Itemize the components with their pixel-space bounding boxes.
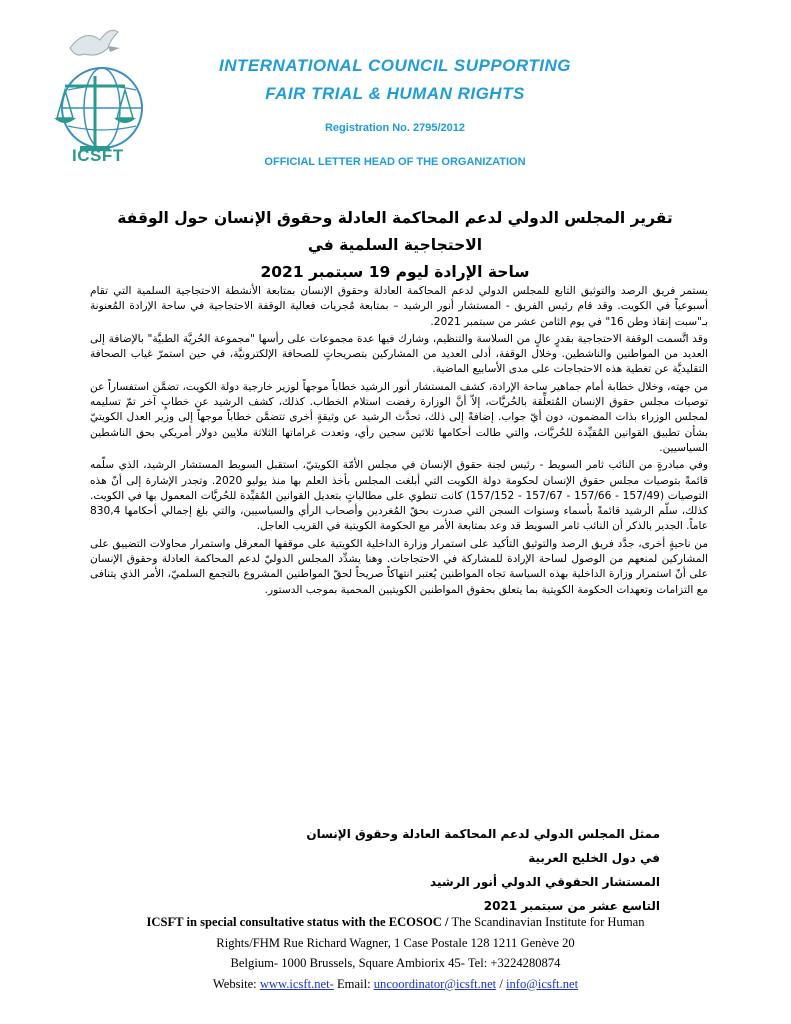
website-link[interactable]: www.icsft.net-	[259, 976, 334, 991]
email-separator: /	[496, 976, 506, 991]
organization-name-line1: INTERNATIONAL COUNCIL SUPPORTING	[219, 56, 571, 75]
report-body	[90, 284, 708, 600]
title-line1: تقرير المجلس الدولي لدعم المحاكمة العادلة وحقوق الإنسان حول الوقفة الاحتجاجية السلمية في	[117, 209, 673, 254]
paragraph: من ناحيةٍ أخرى، جدَّد فريق الرصد والتوثيق التأكيد على استمرار وزارة الداخلية الكويتية على موقفها المعرقل واستمرار محاولات التضييق على المشاركين لمنعهم من الوصول لساحة الإرادة للمشاركة في الاحتجاجات. وهنا يشدِّد المجلس الدوليّ لدعم المحاكمة العادلة وحقوق الإنسان على أنّ استمرار وزارة الداخلية بهذه السياسة تجاه المواطنين يُعتبر انتهاكاً صريحاً لحقّ المواطنين المشروع بالتجمع السلميّ، الأمر الذي يتنافى مع التزامات وتعهدات الحكومة الكويتية بما يتعلق بحقوق المواطنين الكويتيين المحمية بموجب الدستور.	[90, 537, 708, 596]
paragraph: وفي مبادرةٍ من النائب ثامر السويط - رئيس لجنة حقوق الإنسان في مجلس الأمّة الكويتيّ، استقبل السويط المستشار الرشيد، الذي سلّمه قائمةً بتوصيات مجلس حقوق الإنسان لحكومة دولة الكويت التي أبلغت المجلس بأخذ العلم بها منذ يوليو 2020. وتجدر الإشارة إلى أنّ هذه التوصيات (157/49 - 157/66 - 157/67 - 157/152) كانت تنطوي على مطالباتٍ بتعديل القوانين المُقيِّدة للحُريَّات المعمول بها في الكويت. كذلك، سلّم الرشيد قائمةً بأسماء وسنوات السجن التي صدرت بحقّ المُغردين وأصحاب الرأي والسياسيين، والتي بلغ إجمالي أحكامها 830,4 عاماً. الجدير بالذكر أن النائب ثامر السويط قد وعد بمتابعة الأمر مع الحكومة الكويتية في القريب العاجل.	[90, 459, 709, 533]
signature-name: المستشار الحقوقي الدولي أنور الرشيد	[430, 875, 660, 889]
paragraph: وقد اتَّسمت الوقفة الاحتجاجية بقدرٍ عالٍ من السلاسة والتنظيم، وشارك فيها عدة مجموعات على رأسها "مجموعة الحُريَّة الطبيَّة" بالإضافة إلى العديد من المواطنين والناشطين. وخلال الوقفة، أدلى العديد من المشاركين بتصريحاتٍ للصحافة الإلكترونيَّة، في حين استمرّ غياب الصحافة التقليديَّة عن تغطية هذه الاحتجاجات على مدى الأسابيع الماضية.	[90, 332, 708, 376]
footer-institute: The Scandinavian Institute for Human	[448, 915, 645, 929]
signature-role: ممثل المجلس الدولي لدعم المحاكمة العادلة وحقوق الإنسان في دول الخليج العربية	[306, 827, 660, 865]
organization-name-line2: FAIR TRIAL & HUMAN RIGHTS	[265, 84, 525, 103]
footer-contact	[60, 974, 731, 995]
footer-consultative-status: ICSFT in special consultative status with the ECOSOC /	[146, 915, 449, 929]
email-label: Email:	[333, 976, 374, 991]
email-link-coordinator[interactable]: uncoordinator@icsft.net	[373, 976, 497, 991]
footer-address-line1: Rights/FHM Rue Richard Wagner, 1 Case Postale 128 1211 Genève 20	[216, 935, 575, 950]
signature-block	[290, 822, 660, 918]
email-link-info[interactable]: info@icsft.net	[505, 976, 579, 991]
website-label: Website:	[212, 976, 260, 991]
footer-line1	[60, 912, 731, 933]
letterhead-label: OFFICIAL LETTER HEAD OF THE ORGANIZATION	[264, 156, 526, 168]
logo-text: ICSFT	[72, 146, 124, 165]
paragraph: يستمر فريق الرصد والتوثيق التابع للمجلس الدولي لدعم المحاكمة العادلة وحقوق الإنسان بمتابعة الأنشطة الاحتجاجية السلمية التي تقام أسبوعياً في الكويت. وقد قام رئيس الفريق - المستشار أنور الرشيد – بمتابعة مُجريات فعالية الوقفة الاحتجاجية في ساحة الإرادة المُعنونة بـ"سبت إنقاذ وطن 16" في يوم الثامن عشر من سبتمبر 2021.	[90, 285, 708, 328]
footer	[60, 912, 731, 994]
paragraph: من جهته، وخلال خطابة أمام جماهير ساحة الإرادة، كشف المستشار أنور الرشيد خطاباً موجهاً لوزير خارجية دولة الكويت، تضمَّن استفساراً عن توصيات مجلس حقوق الإنسان المُتعلِّقة بالحُريَّات، إلاّ أنَّ الوزارة رفضت استلام الخطاب. كذلك، كشف الرشيد عن خطابٍ آخر تمّ تسليمه لمجلس الوزراء بذات المضمون، دون أيّ جواب. إضافةً إلى ذلك، تحدَّث الرشيد عن وثيقةٍ أخرى تتضمَّن خطاباً موجهاً إلى وزير العدل الكويتيّ بشأن تطبيق القوانين المُقيِّدة للحُريَّات، والتي طالت أحكامها ثلاثين سجين رأي، وتعدت غراماتها الثلاثة ملايين دولار أمريكي بحق الناشطين السياسيين.	[90, 380, 708, 454]
footer-address-line2: Belgium- 1000 Brussels, Square Ambiorix 45- Tel: +3224280874	[230, 956, 561, 971]
signature-date: التاسع عشر من سبتمبر 2021	[483, 899, 660, 913]
title-line2: ساحة الإرادة ليوم 19 سبتمبر 2021	[260, 263, 530, 281]
registration-number: Registration No. 2795/2012	[324, 122, 465, 134]
document-title	[80, 205, 710, 286]
